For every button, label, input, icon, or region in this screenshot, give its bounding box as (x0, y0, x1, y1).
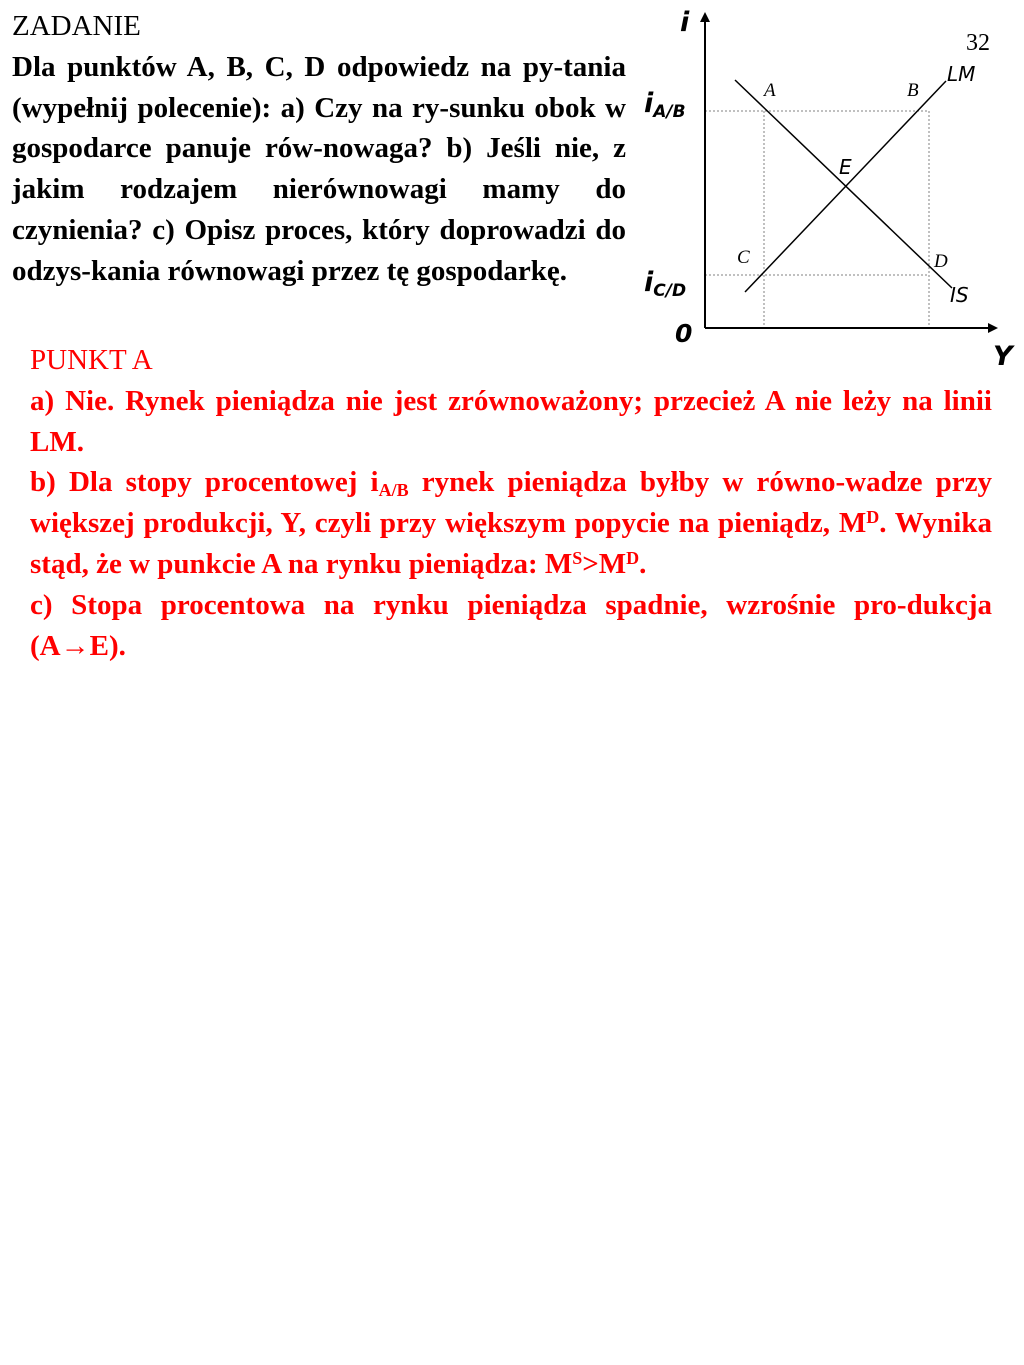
answer-b-superscript-1: D (866, 507, 880, 528)
answer-b (30, 462, 992, 584)
guide-lines (705, 111, 929, 328)
origin-label: 0 (675, 319, 693, 348)
i-cd-label-main: i (644, 267, 654, 298)
task-heading: ZADANIE (12, 10, 141, 42)
i-cd-label-sub: C/D (653, 281, 687, 301)
task-text: Dla punktów A, B, C, D odpowiedz na py-tania (wypełnij polecenie): a) Czy na ry-sunku obok w gospodarce panuje rów-nowaga? b) Jeśli nie, z jakim rodzajem nierównowagi mamy do czynienia? c) Opisz proces, który doprowadzi do odzys-kania równowagi przez tę gospodarkę. (12, 50, 626, 287)
i-cd-label (644, 267, 686, 301)
answer-b-superscript-2: S (572, 547, 583, 568)
answer-b-part4: >M (582, 547, 627, 580)
i-ab-label (644, 88, 686, 122)
x-axis-label: Y (993, 341, 1013, 372)
answer-b-part5: . (639, 547, 647, 580)
answer-a: a) Nie. Rynek pieniądza nie jest zrównoważony; przecież A nie leży na linii LM. (30, 384, 992, 458)
point-d-label: D (934, 251, 948, 272)
is-label: IS (950, 283, 969, 307)
i-ab-label-main: i (644, 88, 654, 119)
answer-b-part2: rynek pieniądza byłby w równo-wadze przy większej produkcji, Y, czyli przy większym popycie na pieniądz, M (30, 466, 992, 540)
islm-diagram (0, 0, 1024, 380)
answer-b-part1: b) Dla stopy procentowej i (30, 466, 379, 499)
point-c-label: C (737, 247, 750, 268)
point-a-label: A (764, 80, 776, 101)
point-e-label: E (839, 155, 852, 179)
i-ab-label-sub: A/B (653, 102, 686, 122)
y-axis-label: i (680, 7, 690, 38)
point-b-label: B (907, 80, 919, 101)
lm-label: LM (947, 62, 976, 86)
answer-heading: PUNKT A (30, 344, 153, 376)
answer-b-part3: . Wynika stąd, że w punkcie A na rynku pieniądza: M (30, 507, 992, 580)
page-number: 32 (966, 30, 990, 56)
answer-b-subscript: A/B (378, 480, 409, 501)
answer-b-superscript-3: D (626, 547, 640, 568)
is-curve (735, 80, 952, 288)
answer-c: c) Stopa procentowa na rynku pieniądza spadnie, wzrośnie pro-dukcja (A→E). (30, 588, 992, 662)
answer-block (30, 340, 992, 666)
